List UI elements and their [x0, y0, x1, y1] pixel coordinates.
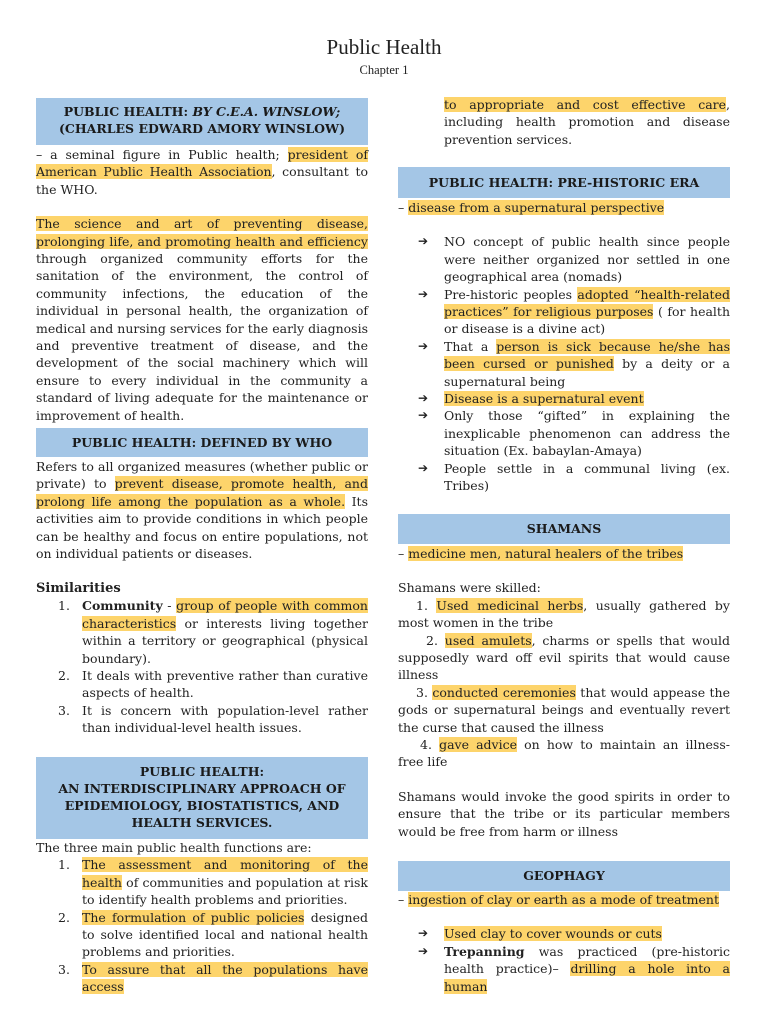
arrow-bullet-icon: ➔ [418, 926, 429, 941]
list-item: 2. used amulets, charms or spells that would supposedly ward off evil spirits that would cause illness [398, 632, 730, 683]
winslow-header-label: PUBLIC HEALTH: [63, 104, 193, 119]
functions-list [36, 856, 368, 995]
continued-text: to appropriate and cost effective care, including health promotion and disease prevention services. [444, 97, 730, 147]
geophagy-section [398, 891, 730, 995]
arrow-bullet-icon: ➔ [418, 408, 429, 423]
arrow-bullet-icon: ➔ [418, 460, 429, 475]
list-item: ➔ Trepanning was practiced (pre-historic health practice)– drilling a hole into a human [418, 943, 730, 994]
winslow-header-fullname: (CHARLES EDWARD AMORY WINSLOW) [58, 121, 345, 136]
who-header: PUBLIC HEALTH: DEFINED BY WHO [36, 428, 368, 457]
shamans-outro: Shamans would invoke the good spirits in order to ensure that the tribe or its particular members would be free from harm or illness [398, 788, 730, 839]
arrow-bullet-icon: ➔ [418, 286, 429, 301]
shamans-subtitle: – medicine men, natural healers of the tribes [398, 546, 684, 561]
prehistoric-section [398, 199, 730, 495]
winslow-highlight: president of American Public Health Association [36, 147, 368, 180]
page-title: Public Health [326, 35, 442, 59]
list-item: ➔ Used clay to cover wounds or cuts [418, 926, 662, 942]
list-item: 4. gave advice on how to maintain an illness-free life [398, 737, 730, 770]
list-item: 3. To assure that all the populations have access [58, 961, 368, 995]
arrow-bullet-icon: ➔ [418, 391, 429, 406]
geophagy-header: GEOPHAGY [398, 861, 730, 891]
list-item: 2. The formulation of public policies designed to solve identified local and national health problems and priorities. [58, 909, 368, 960]
list-item: 1. Community - group of people with common characteristics or interests living together within a territory or geographical (physical boundary). [58, 598, 368, 666]
list-item: 2. It deals with preventive rather than curative aspects of health. [58, 668, 368, 701]
prehistoric-subtitle: – disease from a supernatural perspective [398, 200, 665, 215]
list-item: 1. The assessment and monitoring of the health of communities and population at risk to identify health problems and priorities. [58, 857, 368, 908]
similarities-section [36, 580, 368, 737]
arrow-bullet-icon: ➔ [418, 338, 429, 353]
list-item: ➔ That a person is sick because he/she has been cursed or punished by a deity or a supernatural being [418, 338, 730, 389]
list-item: 1. Used medicinal herbs, usually gathered by most women in the tribe [398, 597, 730, 631]
who-section [36, 458, 368, 562]
geophagy-subtitle: – ingestion of clay or earth as a mode of treatment [398, 892, 719, 907]
winslow-definition: The science and art of preventing disease, prolonging life, and promoting health and efficiency through organized community efforts for the sanitation of the environment, the control of community infections, the education of the individual in personal health, the organization of medical and nursing services for the early diagnosis and preventive treatment of disease, and the development of the social machinery which will ensure to every individual in the community a standard of living adequate for the maintenance or improvement of health. [36, 216, 368, 423]
similarities-title: Similarities [36, 581, 121, 596]
list-item: 3. It is concern with population-level rather than individual-level health issues. [58, 702, 368, 736]
list-item: ➔ Disease is a supernatural event [418, 391, 644, 407]
functions-intro: The three main public health functions are: [36, 840, 312, 855]
shamans-header: SHAMANS [398, 514, 730, 544]
left-column [36, 98, 368, 424]
interdisciplinary-header: PUBLIC HEALTH: AN INTERDISCIPLINARY APPROACH OF EPIDEMIOLOGY, BIOSTATISTICS, AND HEALTH SERVICES. [36, 757, 368, 839]
functions-section [36, 839, 368, 996]
list-item: ➔ Pre-historic peoples adopted “health-related practices” for religious purposes ( for health or disease is a divine act) [418, 286, 730, 337]
geophagy-list [398, 925, 730, 995]
arrow-bullet-icon: ➔ [418, 943, 429, 958]
who-definition: Refers to all organized measures (whether public or private) to prevent disease, promote health, and prolong life among the population as a whole. Its activities aim to provide conditions in which people can be healthy and focus on entire populations, not on individual patients or diseases. [36, 459, 368, 562]
list-item: ➔ NO concept of public health since people were neither organized nor settled in one geographical area (nomads) [418, 234, 730, 285]
list-item: ➔ Only those “gifted” in explaining the inexplicable phenomenon can address the situation (Ex. babaylan-Amaya) [418, 408, 730, 459]
shamans-intro: Shamans were skilled: [398, 580, 541, 596]
winslow-header [36, 98, 368, 145]
prehistoric-list [398, 233, 730, 494]
similarities-list [36, 597, 368, 736]
chapter-label: Chapter 1 [359, 63, 409, 77]
who-highlight: prevent disease, promote health, and prolong life among the population as a whole. [36, 476, 368, 509]
shamans-section [398, 545, 730, 840]
winslow-definition-highlight: The science and art of preventing disease, prolonging life, and promoting health and efficiency [36, 216, 368, 249]
winslow-header-italic: BY C.E.A. WINSLOW; [192, 104, 341, 119]
arrow-bullet-icon: ➔ [418, 234, 429, 249]
list-item: 3. conducted ceremonies that would appease the gods or supernatural beings and eventually revert the curse that caused the illness [398, 684, 730, 735]
winslow-intro: – a seminal figure in Public health; president of American Public Health Association, consultant to the WHO. [36, 147, 368, 197]
prehistoric-header: PUBLIC HEALTH: PRE-HISTORIC ERA [398, 167, 730, 198]
list-item: ➔ People settle in a communal living (ex. Tribes) [418, 460, 730, 494]
